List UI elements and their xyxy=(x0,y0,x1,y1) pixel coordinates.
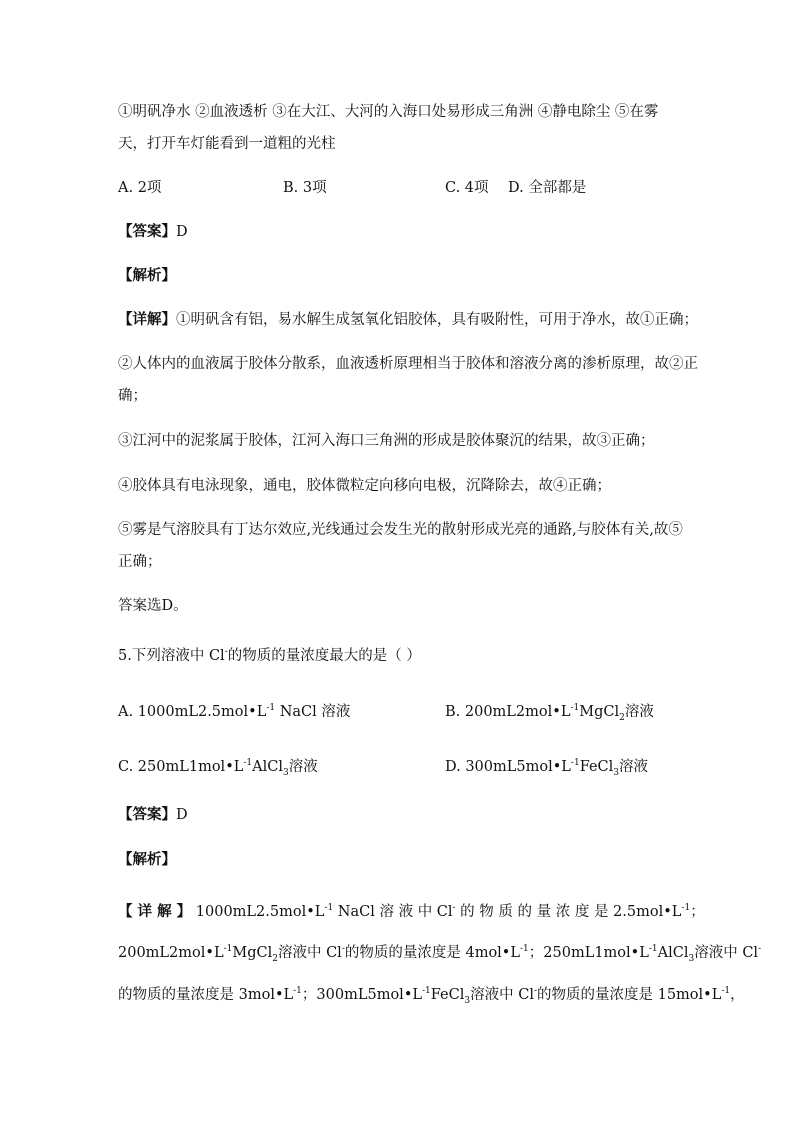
q4-detail-5a: ⑤雾是气溶胶具有丁达尔效应,光线通过会发生光的散射形成光亮的通路,与胶体有关,故⑤ xyxy=(118,522,683,538)
q4-analysis-tag xyxy=(118,266,678,286)
detail-sup: -1 xyxy=(293,986,302,997)
detail-text: FeCl xyxy=(430,987,465,1003)
opt-text: MgCl xyxy=(579,704,620,720)
opt-sup: -1 xyxy=(570,758,580,769)
q5-option-d xyxy=(445,757,648,777)
q5-stem-text-end: 的物质的量浓度最大的是（ ） xyxy=(227,648,421,664)
analysis-tag: 【解析】 xyxy=(118,852,176,868)
opt-text: 溶液 xyxy=(624,704,654,720)
q4-option-c: C. 4项 xyxy=(445,180,489,196)
analysis-tag: 【解析】 xyxy=(118,268,176,284)
q5-detail-line-2 xyxy=(118,943,762,964)
opt-sup: -1 xyxy=(266,703,276,714)
opt-text: B. 200mL2mol•L xyxy=(445,704,571,720)
opt-sub: 3 xyxy=(283,767,289,778)
opt-sup: -1 xyxy=(570,703,580,714)
detail-text: ；300mL5mol•L xyxy=(301,987,422,1003)
detail-sup: - xyxy=(758,944,762,955)
detail-sup: -1 xyxy=(648,944,658,955)
detail-sup: -1 xyxy=(223,944,233,955)
q5-stem-sup: - xyxy=(224,647,228,658)
detail-text: 的物质的量浓度是 15mol•L xyxy=(537,987,722,1003)
detail-text: 1000mL2.5mol•L xyxy=(191,904,325,920)
opt-sub: 2 xyxy=(619,712,625,723)
q4-detail-2b: 确； xyxy=(118,388,147,404)
answer-tag: 【答案】 xyxy=(118,807,176,823)
opt-text: 溶液 xyxy=(619,759,649,775)
detail-text: MgCl xyxy=(232,945,273,961)
q4-option-a: A. 2项 xyxy=(118,180,162,196)
detail-sub: 3 xyxy=(464,995,471,1006)
q4-option-d: D. 全部都是 xyxy=(508,180,587,196)
q4-option-b: B. 3项 xyxy=(283,180,327,196)
q4-items-line-2: 天，打开车灯能看到一道粗的光柱 xyxy=(118,136,336,152)
opt-sub: 3 xyxy=(613,767,620,778)
q5-answer xyxy=(118,805,678,825)
detail-text: NaCl 溶 液 中 Cl xyxy=(333,904,453,920)
q4-detail-1 xyxy=(118,310,698,330)
detail-text: ①明矾含有铝，易水解生成氢氧化铝胶体，具有吸附性，可用于净水，故①正确； xyxy=(176,312,698,328)
detail-sup: -1 xyxy=(324,903,334,914)
q5-detail-line-1 xyxy=(118,902,705,922)
detail-text: 的物质的量浓度是 4mol•L xyxy=(344,945,520,961)
q4-detail-3: ③江河中的泥浆属于胶体，江河入海口三角洲的形成是胶体聚沉的结果，故③正确； xyxy=(118,433,655,449)
detail-text: 溶液中 Cl xyxy=(277,945,342,961)
opt-text: D. 300mL5mol•L xyxy=(445,759,571,775)
detail-sup: -1 xyxy=(721,986,731,997)
opt-sup: -1 xyxy=(243,758,253,769)
q4-items-line-1: ①明矾净水 ②血液透析 ③在大江、大河的入海口处易形成三角洲 ④静电除尘 ⑤在雾 xyxy=(118,104,659,120)
opt-text: FeCl xyxy=(579,759,614,775)
detail-sup: - xyxy=(341,944,345,955)
detail-sub: 2 xyxy=(272,953,278,964)
detail-tag: 【详解】 xyxy=(118,312,176,328)
detail-text: 溶液中 Cl xyxy=(470,987,534,1003)
q5-detail-line-3 xyxy=(118,985,745,1006)
detail-text: 的 物 质 的 量 浓 度 是 2.5mol•L xyxy=(455,904,682,920)
opt-text: A. 1000mL2.5mol•L xyxy=(118,704,267,720)
answer-tag: 【答案】 xyxy=(118,224,176,240)
opt-text: NaCl 溶液 xyxy=(275,704,351,720)
detail-text: ， xyxy=(730,987,745,1003)
answer-value: D xyxy=(176,807,188,823)
detail-sub: 3 xyxy=(688,953,695,964)
q5-stem xyxy=(118,646,678,666)
detail-text: 溶液中 Cl xyxy=(694,945,759,961)
opt-text: 溶液 xyxy=(288,759,318,775)
q5-analysis-tag xyxy=(118,850,678,870)
detail-sup: -1 xyxy=(520,944,529,955)
opt-text: AlCl xyxy=(252,759,283,775)
detail-tag: 【 详 解 】 xyxy=(118,904,192,920)
detail-sup: -1 xyxy=(422,986,431,997)
detail-sup: - xyxy=(533,986,537,997)
q4-detail-4: ④胶体具有电泳现象，通电，胶体微粒定向移向电极，沉降除去，故④正确； xyxy=(118,478,611,494)
q5-option-c xyxy=(118,757,318,777)
answer-value: D xyxy=(176,224,188,240)
q4-answer xyxy=(118,222,678,242)
detail-text: AlCl xyxy=(657,945,689,961)
q4-detail-5b: 正确； xyxy=(118,554,162,570)
detail-sup: -1 xyxy=(681,903,691,914)
q5-stem-text: 5.下列溶液中 Cl xyxy=(118,648,225,664)
opt-text: C. 250mL1mol•L xyxy=(118,759,244,775)
detail-sup: - xyxy=(452,903,456,914)
detail-text: ；250mL1mol•L xyxy=(528,945,649,961)
detail-text: 的物质的量浓度是 3mol•L xyxy=(118,987,294,1003)
q5-option-b xyxy=(445,702,654,722)
q4-conclusion: 答案选D。 xyxy=(118,598,188,614)
detail-text: ； xyxy=(690,904,705,920)
q5-option-a xyxy=(118,702,350,722)
detail-text: 200mL2mol•L xyxy=(118,945,224,961)
q4-detail-2a: ②人体内的血液属于胶体分散系，血液透析原理相当于胶体和溶液分离的渗析原理，故②正 xyxy=(118,356,698,372)
